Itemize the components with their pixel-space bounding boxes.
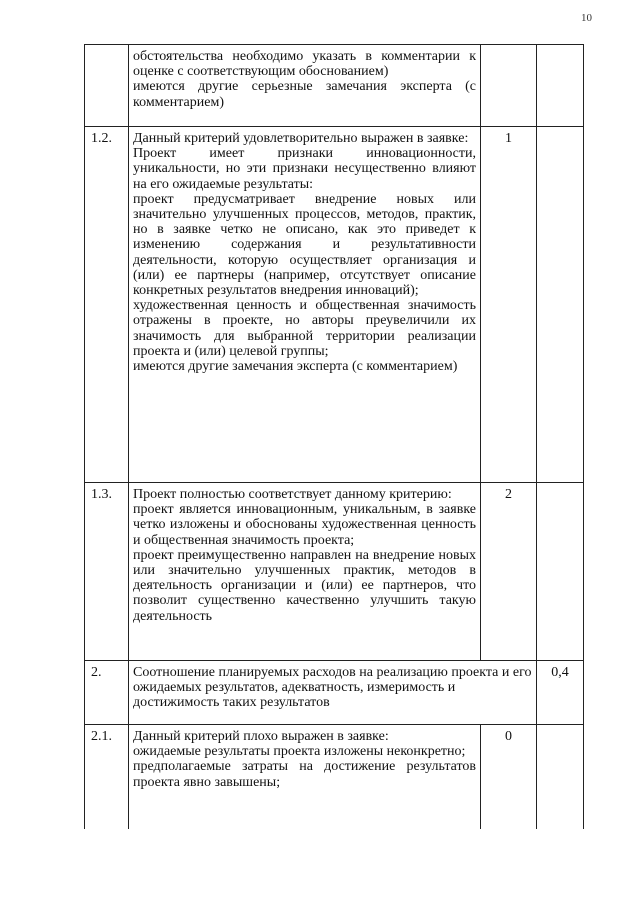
- row-score: 0: [481, 725, 537, 829]
- table-row: [85, 483, 583, 661]
- row-text: [129, 725, 481, 829]
- row-weight: 0,4: [551, 665, 569, 680]
- row-paragraph: проект предусматривает внедрение новых или значительно улучшенных процессов, методов, практик, но в заявке четко не описано, как это приведет к изменению содержания и результативности деятельности, которую осуществляет организация и (или) ее партнеры (например, отсутствует описание конкретных результатов внедрения инноваций);: [133, 191, 476, 299]
- row-weight: [537, 483, 583, 660]
- row-text: [129, 45, 481, 126]
- table-row: [85, 127, 583, 483]
- row-paragraph: имеются другие замечания эксперта (с комментарием): [133, 359, 458, 375]
- row-score: 2: [481, 483, 537, 660]
- row-text: [129, 483, 481, 660]
- table-row: [85, 661, 583, 725]
- row-paragraph: Данный критерий удовлетворительно выражен в заявке:: [133, 131, 469, 146]
- row-weight: [537, 127, 583, 482]
- row-paragraph: проект преимущественно направлен на внедрение новых или значительно улучшенных практик, методов в деятельность организации и (или) ее партнеров, что позволит существенно качественно улучшить такую деятельность: [133, 547, 476, 624]
- row-paragraph: предполагаемые затраты на достижение результатов проекта явно завышены;: [133, 759, 476, 790]
- row-number: 2.: [85, 661, 129, 724]
- row-paragraph: Проект имеет признаки инновационности, уникальности, но эти признаки несущественно влияют на его ожидаемые результаты:: [133, 146, 476, 192]
- row-paragraph: Проект полностью соответствует данному критерию:: [133, 487, 452, 502]
- table-row: [85, 725, 583, 829]
- page-number: 10: [581, 12, 592, 24]
- row-number: 1.2.: [85, 127, 129, 482]
- row-paragraph: ожидаемые результаты проекта изложены неконкретно;: [133, 744, 466, 760]
- table-row: [85, 45, 583, 127]
- row-number: 1.3.: [85, 483, 129, 660]
- row-paragraph: обстоятельства необходимо указать в комментарии к оценке с соответствующим обоснованием): [133, 49, 476, 80]
- row-paragraph: проект является инновационным, уникальным, в заявке четко изложены и обоснованы художественная ценность и общественная значимость проекта;: [133, 502, 476, 548]
- row-number: [85, 45, 129, 126]
- row-paragraph: Соотношение планируемых расходов на реализацию проекта и его ожидаемых результатов, адекватность, измеримость и достижимость таких результатов: [133, 665, 532, 711]
- criteria-table: [84, 44, 584, 829]
- row-score: [481, 45, 537, 126]
- row-paragraph: художественная ценность и общественная значимость отражены в проекте, но авторы преувеличили их значимость для выбранной территории реализации проекта и (или) целевой группы;: [133, 298, 476, 359]
- row-number: 2.1.: [85, 725, 129, 829]
- row-score: 1: [481, 127, 537, 482]
- row-text: [129, 661, 537, 724]
- row-paragraph: Данный критерий плохо выражен в заявке:: [133, 729, 389, 744]
- row-weight: [537, 725, 583, 829]
- row-weight: [537, 45, 583, 126]
- row-text: [129, 127, 481, 482]
- row-paragraph: имеются другие серьезные замечания эксперта (с комментарием): [133, 79, 476, 110]
